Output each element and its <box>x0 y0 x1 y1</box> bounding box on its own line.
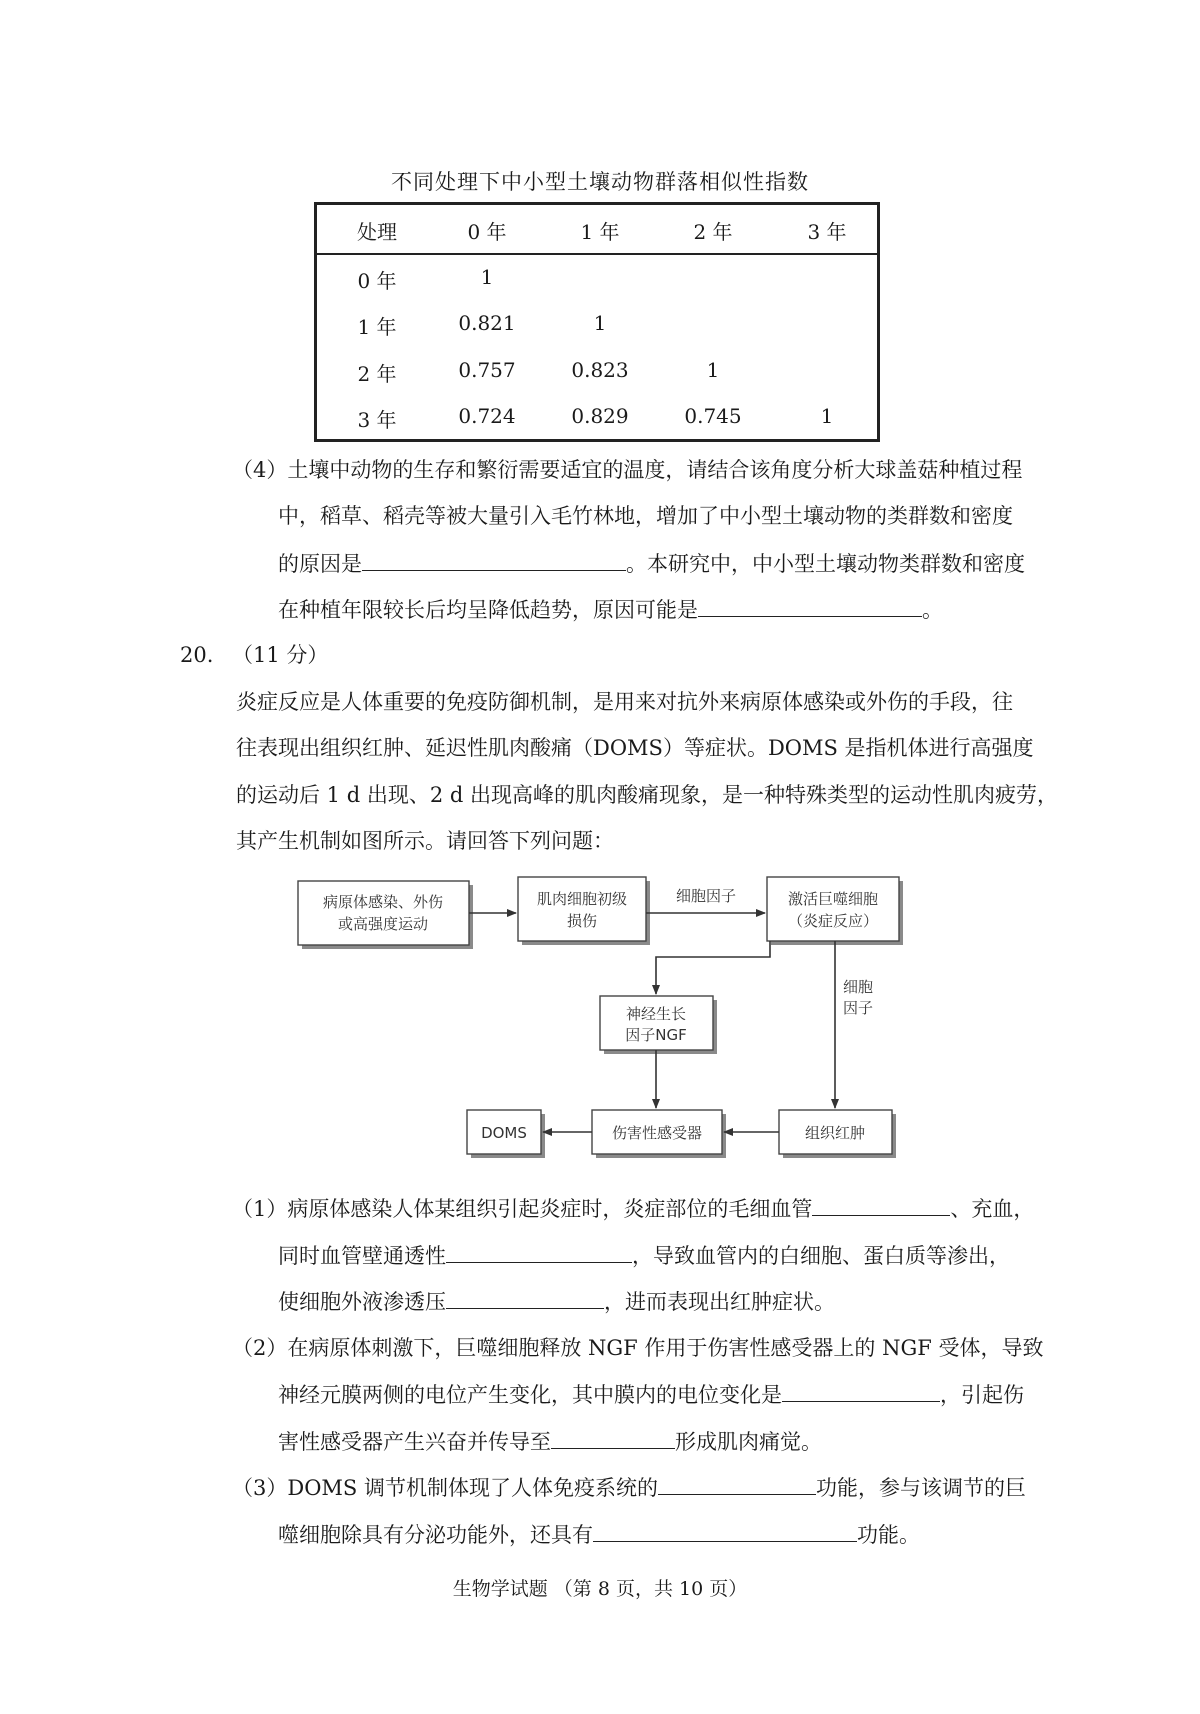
q19-4-text: 在种植年限较长后均呈降低趋势，原因可能是 <box>278 598 698 622</box>
table-cell: 3 年 <box>357 408 397 432</box>
answer-blank[interactable] <box>446 1240 632 1263</box>
q20-2-line2 <box>278 1379 1024 1410</box>
q20-1-text: ，导致血管内的白细胞、蛋白质等渗出， <box>632 1244 1010 1268</box>
answer-blank[interactable] <box>812 1193 950 1216</box>
q20-2-text: 神经元膜两侧的电位产生变化，其中膜内的电位变化是 <box>278 1383 782 1407</box>
flow-box-stimulus <box>298 881 473 949</box>
table-cell: 1 <box>593 311 607 335</box>
q20-3-text: 功能，参与该调节的巨 <box>815 1476 1026 1500</box>
q20-intro-line1: 炎症反应是人体重要的免疫防御机制，是用来对抗外来病原体感染或外伤的手段，往 <box>236 690 1013 714</box>
q20-2-line3 <box>278 1426 822 1457</box>
table-cell: 0.745 <box>684 404 742 428</box>
table-cell: 1 <box>706 358 720 382</box>
flow-label-cytokine: 细胞因子 <box>675 887 737 905</box>
q20-1-text: 同时血管壁通透性 <box>278 1244 446 1268</box>
flow-box-text: 肌肉细胞初级 <box>536 890 628 908</box>
answer-blank[interactable] <box>782 1379 940 1402</box>
flow-box-text: DOMS <box>481 1124 527 1142</box>
answer-blank[interactable] <box>658 1472 816 1495</box>
table-cell: 0.821 <box>458 311 516 335</box>
q20-3-line2 <box>278 1519 920 1550</box>
flow-box-text: 组织红肿 <box>804 1124 866 1142</box>
flow-box-nociceptor <box>592 1110 726 1158</box>
table-title: 不同处理下中小型土壤动物群落相似性指数 <box>391 170 809 194</box>
table-header-cell: 0 年 <box>467 220 507 244</box>
q20-1-line2 <box>278 1240 1010 1271</box>
q19-4-text: 。 <box>922 598 943 622</box>
q20-1-text: 使细胞外液渗透压 <box>278 1290 446 1314</box>
flow-box-text: 因子NGF <box>625 1026 687 1044</box>
table-cell: 2 年 <box>357 362 397 386</box>
flow-box-doms <box>467 1110 545 1158</box>
q20-intro-line3: 的运动后 1 d 出现、2 d 出现高峰的肌肉酸痛现象，是一种特殊类型的运动性肌肉疲劳， <box>236 783 1058 807</box>
q20-2-text: 害性感受器产生兴奋并传导至 <box>278 1430 551 1454</box>
q20-intro-line2: 往表现出组织红肿、延迟性肌肉酸痛（DOMS）等症状。DOMS 是指机体进行高强度 <box>236 736 1034 760</box>
answer-blank[interactable] <box>446 1286 604 1309</box>
q20-intro-line4: 其产生机制如图所示。请回答下列问题： <box>236 829 614 853</box>
q20-3-line1 <box>232 1472 1026 1503</box>
flow-box-text: 损伤 <box>566 912 598 930</box>
flow-box-macrophage <box>767 877 903 945</box>
flow-arrow <box>656 941 770 994</box>
flow-box-text: 神经生长 <box>625 1005 687 1023</box>
table-cell: 1 <box>820 404 834 428</box>
q19-4-line1: （4）土壤中动物的生存和繁衍需要适宜的温度，请结合该角度分析大球盖菇种植过程 <box>232 458 1023 482</box>
q20-2-text: ，引起伤 <box>940 1383 1024 1407</box>
table-cell: 0.724 <box>458 404 516 428</box>
q20-score: （11 分） <box>232 643 329 667</box>
q20-2-line1: （2）在病原体刺激下，巨噬细胞释放 NGF 作用于伤害性感受器上的 NGF 受体，导致 <box>232 1336 1044 1360</box>
flow-box-muscle-injury <box>518 877 650 945</box>
answer-blank[interactable] <box>593 1519 857 1542</box>
flow-box-text: 伤害性感受器 <box>611 1124 703 1142</box>
q20-2-text: 形成肌肉痛觉。 <box>675 1430 822 1454</box>
q19-4-line2: 中，稻草、稻壳等被大量引入毛竹林地，增加了中小型土壤动物的类群数和密度 <box>278 504 1013 528</box>
flow-box-text: 病原体感染、外伤 <box>322 893 444 911</box>
table-cell: 0.823 <box>571 358 629 382</box>
flow-box-swelling <box>779 1110 896 1158</box>
flow-label-cytokine-side: 细胞 <box>843 978 874 996</box>
q20-3-text: 功能。 <box>857 1523 920 1547</box>
answer-blank[interactable] <box>551 1426 675 1449</box>
q19-4-text: 的原因是 <box>278 552 362 576</box>
table-header-cell: 处理 <box>357 220 397 244</box>
table-cell: 1 年 <box>357 315 397 339</box>
table-cell: 0 年 <box>357 269 397 293</box>
q20-1-text: 、充血， <box>950 1197 1035 1221</box>
table-header-cell: 1 年 <box>580 220 620 244</box>
q20-3-text: 噬细胞除具有分泌功能外，还具有 <box>278 1523 593 1547</box>
flow-box-text: 或高强度运动 <box>337 915 429 933</box>
q20-1-line3 <box>278 1286 835 1317</box>
page-footer: 生物学试题 （第 8 页，共 10 页） <box>452 1578 748 1600</box>
table-cell: 0.757 <box>458 358 516 382</box>
q19-4-text: 。本研究中，中小型土壤动物类群数和密度 <box>626 552 1025 576</box>
q20-1-text: （1）病原体感染人体某组织引起炎症时，炎症部位的毛细血管 <box>232 1197 813 1221</box>
flow-box-text: （炎症反应） <box>787 912 879 930</box>
flow-label-cytokine-side: 因子 <box>843 999 874 1017</box>
flow-box-text: 激活巨噬细胞 <box>787 890 879 908</box>
q20-3-text: （3）DOMS 调节机制体现了人体免疫系统的 <box>232 1476 658 1500</box>
table-cell: 1 <box>480 265 494 289</box>
q20-1-line1 <box>232 1193 1034 1224</box>
table-header-cell: 3 年 <box>807 220 847 244</box>
table-cell: 0.829 <box>571 404 629 428</box>
q20-number: 20. <box>180 643 214 667</box>
q20-1-text: ，进而表现出红肿症状。 <box>604 1290 835 1314</box>
flow-box-ngf <box>600 996 717 1054</box>
table-header-cell: 2 年 <box>693 220 733 244</box>
